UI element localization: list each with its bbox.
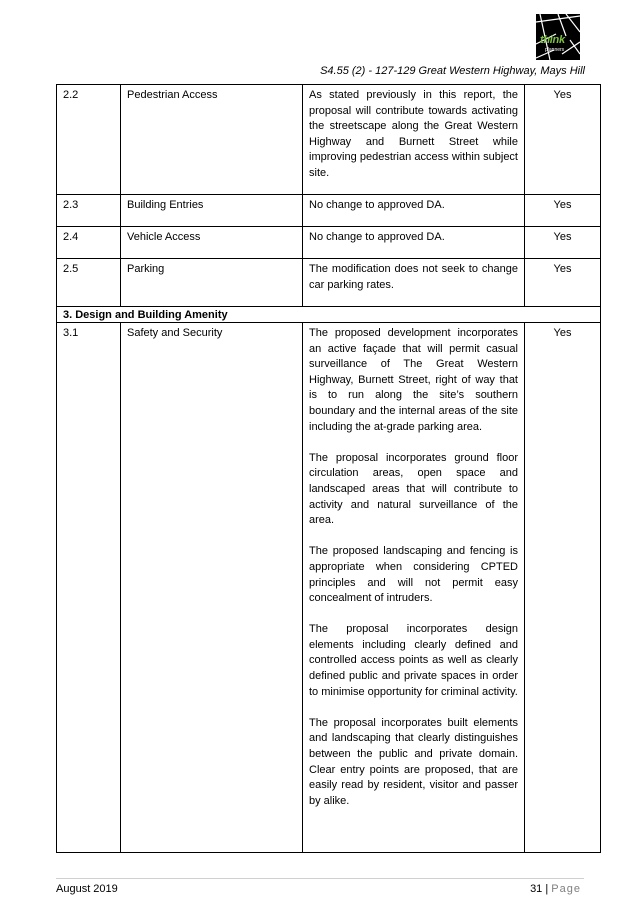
row-number: 2.4 [57,227,121,259]
footer-divider [56,878,584,879]
logo-wordmark: think [540,34,565,46]
row-item: Building Entries [121,195,303,227]
comment-paragraph: As stated previously in this report, the proposal will contribute towards activating the streetscape along the Great Western Highway and Burnett Street while improving pedestrian access within subject site. [309,89,518,179]
row-item: Safety and Security [121,323,303,853]
table-row [57,195,601,227]
row-comment [303,195,525,227]
row-number: 3.1 [57,323,121,853]
comment-paragraph: No change to approved DA. [309,231,445,243]
comment-paragraph: The modification does not seek to change car parking rates. [309,263,518,291]
comment-paragraph: No change to approved DA. [309,199,445,211]
footer-date: August 2019 [56,883,118,895]
comment-paragraph: The proposal incorporates built elements and landscaping that clearly distinguishes between the public and private domain. Clear entry points are proposed, that are easily read by resident, visitor and passer by alike. [309,716,518,807]
table-row [57,259,601,307]
row-complies: Yes [525,195,601,227]
row-number: 2.3 [57,195,121,227]
row-comment [303,323,525,853]
row-comment [303,259,525,307]
row-complies: Yes [525,85,601,195]
running-title: S4.55 (2) - 127-129 Great Western Highway, Mays Hill [320,65,585,77]
table-row [57,227,601,259]
comment-paragraph: The proposed landscaping and fencing is appropriate when considering CPTED principles and will not permit easy concealment of intruders. [309,545,518,605]
row-number: 2.2 [57,85,121,195]
logo-subtext: planners [545,47,565,53]
footer-page [530,883,581,895]
section-heading: 3. Design and Building Amenity [57,307,601,323]
think-planners-logo [536,14,580,60]
row-complies: Yes [525,323,601,853]
section-heading-row [57,307,601,323]
row-item: Vehicle Access [121,227,303,259]
table-row [57,85,601,195]
comment-paragraph: The proposal incorporates design elements including clearly defined and controlled access points as well as clearly defined public and private spaces in order to minimise opportunity for criminal activity. [309,623,518,698]
row-number: 2.5 [57,259,121,307]
comment-paragraph: The proposed development incorporates an active façade that will permit casual surveillance of The Great Western Highway, Burnett Street, right of way that is to run along the site’s southern boundary and the internal areas of the site including the at-grade parking area. [309,327,518,433]
page-number: 31 [530,883,543,895]
row-item: Parking [121,259,303,307]
page-separator: | [545,883,549,895]
row-comment [303,85,525,195]
comment-paragraph: The proposal incorporates ground floor circulation areas, open space and landscaped areas that will contribute to activity and natural surveillance of the area. [309,451,518,527]
row-item: Pedestrian Access [121,85,303,195]
row-complies: Yes [525,259,601,307]
row-complies: Yes [525,227,601,259]
row-comment [303,227,525,259]
table-row [57,323,601,853]
page-label: Page [551,883,581,895]
compliance-table [56,84,601,853]
